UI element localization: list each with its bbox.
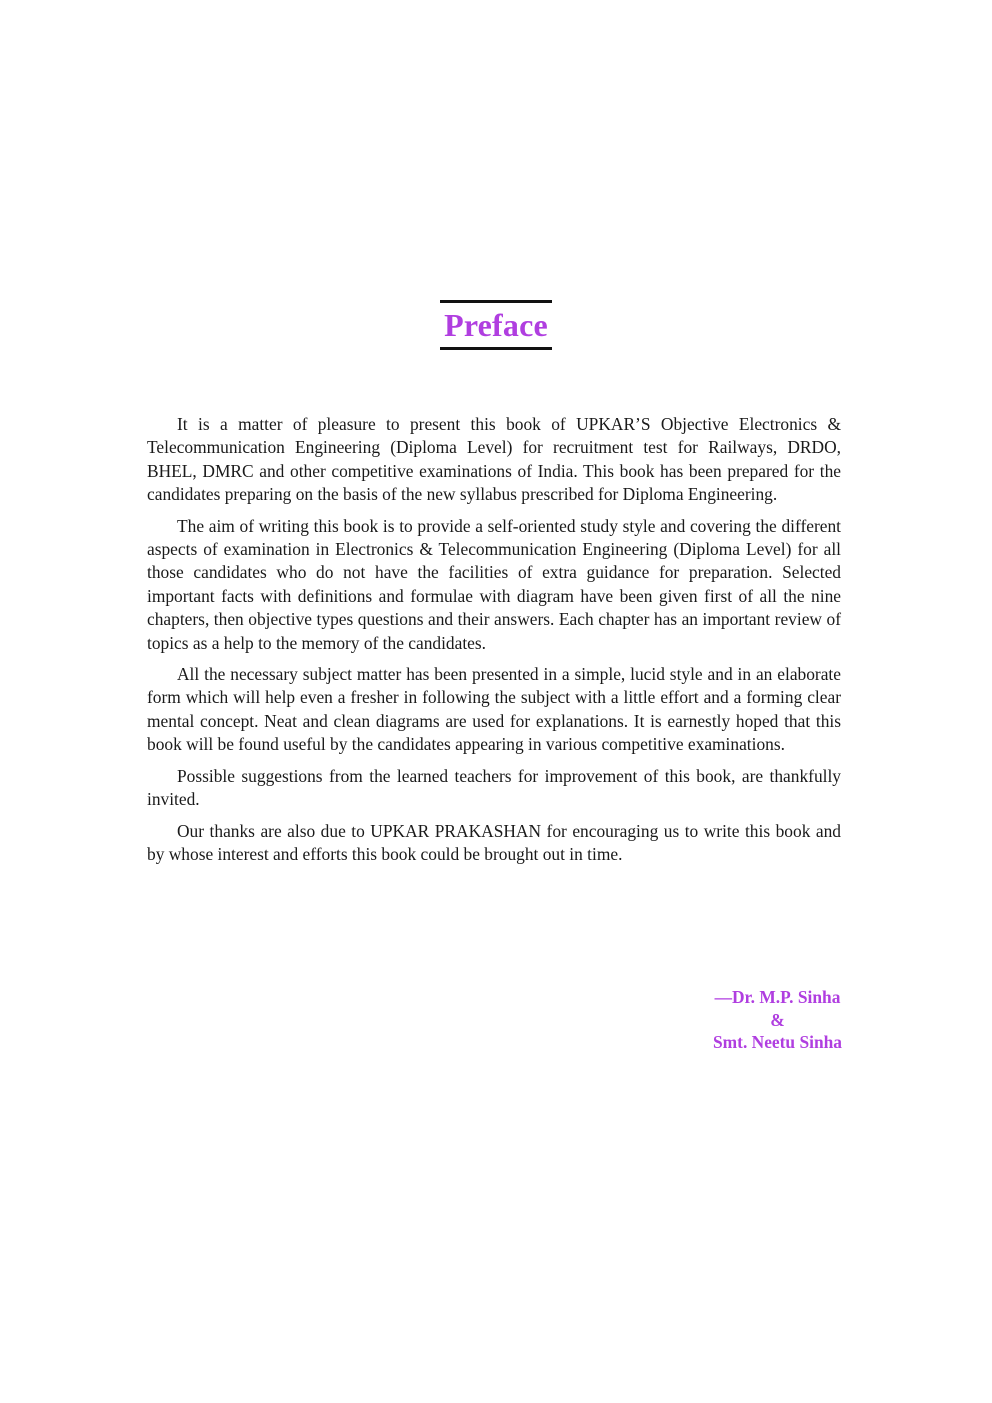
paragraph-5: Our thanks are also due to UPKAR PRAKASHAN for encouraging us to write this book and by whose interest and efforts this book could be brought out in time. [147, 820, 841, 864]
title-block [0, 300, 992, 350]
preface-body [147, 413, 841, 874]
signature-author-1: —Dr. M.P. Sinha [714, 987, 841, 1007]
signature-block [713, 986, 842, 1054]
paragraph-1: It is a matter of pleasure to present this book of UPKAR’S Objective Electronics & Telecommunication Engineering (Diploma Level) for recruitment test for Railways, DRDO, BHEL, DMRC and other competitive examinations of India. This book has been prepared for the candidates preparing on the basis of the new syllabus prescribed for Diploma Engineering. [147, 414, 841, 505]
paragraph-2: The aim of writing this book is to provide a self-oriented study style and covering the different aspects of examination in Electronics & Telecommunication Engineering (Diploma Level) for all those candidates who do not have the facilities of extra guidance for preparation. Selected important facts with definitions and formulae with diagram have been given first of all the nine chapters, then objective types questions and their answers. Each chapter has an important review of topics as a help to the memory of the candidates. [147, 515, 841, 653]
page-title: Preface [444, 307, 548, 343]
signature-author-2: Smt. Neetu Sinha [713, 1032, 842, 1052]
title-rule-box [440, 300, 552, 350]
signature-connector: & [770, 1009, 785, 1030]
paragraph-3: All the necessary subject matter has been presented in a simple, lucid style and in an elaborate form which will help even a fresher in following the subject with a little effort and a forming clear mental concept. Neat and clean diagrams are used for explanations. It is earnestly hoped that this book will be found useful by the candidates appearing in various competitive examinations. [147, 664, 841, 755]
paragraph-4: Possible suggestions from the learned teachers for improvement of this book, are thankfully invited. [147, 765, 841, 810]
